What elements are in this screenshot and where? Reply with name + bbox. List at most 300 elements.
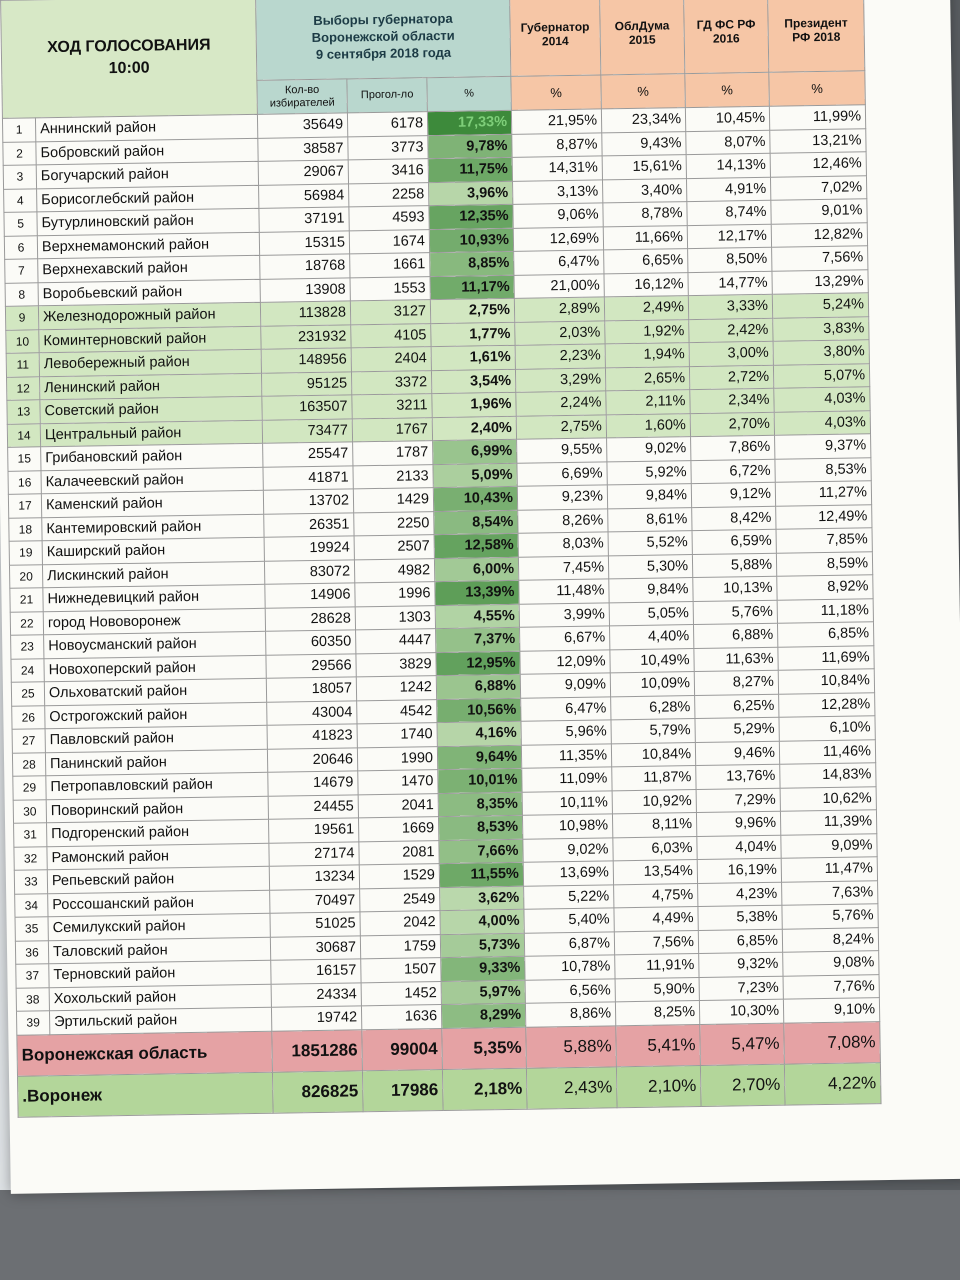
title-line-2: 10:00 [108,59,150,77]
president-2018-cell: 9,09% [781,833,877,858]
voters-cell: 41823 [267,724,357,749]
prev-president-2018-header [768,0,865,72]
president-2018-cell: 8,53% [775,457,871,482]
turnout-cell: 4447 [356,629,436,654]
oblduma-2015-cell: 9,02% [607,437,691,462]
oblduma-2015-cell: 9,84% [607,484,691,509]
voters-column-header: Кол-во избирателей [257,79,348,114]
gd-2016-cell: 9,96% [696,811,780,836]
city-total-p4: 4,22% [784,1062,881,1105]
row-number: 29 [13,776,46,800]
row-number: 11 [6,353,39,377]
president-2018-cell: 8,92% [777,575,873,600]
president-2018-cell: 3,80% [773,340,869,365]
turnout-pct-cell: 10,93% [429,228,513,253]
region-total-pct: 5,35% [442,1027,527,1069]
prev4-line-1: Президент [784,15,848,31]
president-2018-cell: 11,18% [777,598,873,623]
voters-cell: 24455 [268,794,358,819]
row-number: 31 [14,823,47,847]
row-number: 16 [8,470,41,494]
voters-cell: 70497 [270,888,360,913]
district-name: Воробьевский район [38,279,260,306]
prev1-line-2: 2014 [541,33,569,48]
voters-cell: 43004 [267,700,357,725]
oblduma-2015-cell: 10,84% [611,742,695,767]
governor-2014-cell: 14,31% [512,156,602,181]
prev-governor-2014-header [510,0,601,76]
row-number: 36 [15,940,48,964]
prev1-line-1: Губернатор [520,19,590,35]
voters-cell: 20646 [267,747,357,772]
governor-2014-cell: 8,26% [518,508,608,533]
oblduma-2015-cell: 1,92% [605,319,689,344]
turnout-pct-cell: 6,99% [433,439,517,464]
gd-2016-cell: 8,27% [694,670,778,695]
row-number: 6 [4,235,37,259]
voters-cell: 231932 [261,324,351,349]
turnout-pct-cell: 1,77% [431,322,515,347]
district-name: Кантемировский район [42,514,264,541]
president-2018-cell: 13,29% [772,269,868,294]
gd-2016-cell: 9,46% [695,741,779,766]
governor-2014-cell: 5,40% [524,908,614,933]
row-number: 25 [11,682,44,706]
district-name: Таловский район [48,937,270,964]
gd-2016-cell: 7,29% [696,788,780,813]
voters-cell: 163507 [262,395,352,420]
district-name: Подгоренский район [47,819,269,846]
president-2018-cell: 13,21% [770,128,866,153]
turnout-cell: 2041 [358,793,438,818]
election-header [256,0,511,80]
row-number: 34 [15,893,48,917]
voters-cell: 73477 [262,418,352,443]
oblduma-2015-cell: 9,84% [609,578,693,603]
city-total-voters: 826825 [272,1070,363,1112]
president-2018-cell: 9,37% [775,434,871,459]
turnout-cell: 2081 [359,840,439,865]
district-name: Верхнехавский район [38,255,260,282]
row-number: 19 [9,541,42,565]
gd-2016-cell: 6,59% [692,529,776,554]
turnout-pct-cell: 5,97% [441,980,525,1005]
turnout-cell: 3416 [348,159,428,184]
gd-2016-cell: 11,63% [694,647,778,672]
gd-2016-cell: 14,13% [686,153,770,178]
background-bottom [0,1190,960,1280]
president-2018-cell: 7,63% [782,880,878,905]
turnout-pct-cell: 10,43% [433,486,517,511]
turnout-cell: 1669 [358,817,438,842]
gd-2016-cell: 2,70% [690,412,774,437]
row-number: 4 [4,188,37,212]
row-number: 21 [10,588,43,612]
row-number: 20 [9,564,42,588]
region-total-p3: 5,47% [700,1023,785,1065]
president-2018-cell: 8,24% [782,927,878,952]
turnout-pct-cell: 3,62% [440,886,524,911]
oblduma-2015-cell: 5,90% [615,977,699,1002]
oblduma-2015-cell: 11,91% [615,954,699,979]
voters-cell: 30687 [270,935,360,960]
president-2018-cell: 4,03% [774,387,870,412]
president-2018-cell: 10,62% [780,786,876,811]
city-total-pct: 2,18% [442,1068,527,1110]
gd-2016-cell: 10,30% [699,999,783,1024]
row-number: 38 [16,987,49,1011]
turnout-cell: 2549 [360,887,440,912]
governor-2014-cell: 3,99% [519,602,609,627]
row-number: 26 [12,705,45,729]
voters-cell: 18768 [260,254,350,279]
voters-cell: 15315 [259,230,349,255]
turnout-pct-cell: 12,95% [436,651,520,676]
turnout-pct-cell: 10,56% [437,698,521,723]
district-name: Россошанский район [48,890,270,917]
district-name: Каменский район [41,490,263,517]
president-2018-cell: 8,59% [776,551,872,576]
gd-2016-cell: 5,76% [693,600,777,625]
turnout-cell: 1996 [355,582,435,607]
oblduma-2015-cell: 15,61% [602,155,686,180]
oblduma-2015-cell: 8,61% [608,507,692,532]
governor-2014-cell: 2,75% [516,414,606,439]
election-line-1: Выборы губернатора [313,10,453,28]
turnout-pct-cell: 4,00% [440,909,524,934]
turnout-pct-cell: 8,53% [438,815,522,840]
oblduma-2015-cell: 5,92% [607,460,691,485]
governor-2014-cell: 8,86% [525,1002,615,1027]
district-name: Терновский район [49,960,271,987]
gd-2016-cell: 4,04% [697,835,781,860]
turnout-pct-cell: 12,58% [434,533,518,558]
pct-column-header: % [427,76,512,111]
oblduma-2015-cell: 4,49% [614,907,698,932]
region-total-p1: 5,88% [526,1025,617,1067]
turnout-pct-cell: 4,55% [435,604,519,629]
oblduma-2015-cell: 5,52% [608,531,692,556]
turnout-pct-cell: 8,54% [434,510,518,535]
turnout-pct-cell: 12,35% [429,204,513,229]
turnout-cell: 2042 [360,911,440,936]
oblduma-2015-cell: 1,94% [605,343,689,368]
president-2018-cell: 9,10% [783,998,879,1023]
district-name: Новоусманский район [44,631,266,658]
governor-2014-cell: 10,98% [522,814,612,839]
prev3-pct-header: % [685,72,770,107]
voters-cell: 38587 [258,136,348,161]
district-rows [2,105,879,1035]
governor-2014-cell: 2,24% [516,391,606,416]
turnout-cell: 1529 [359,864,439,889]
gd-2016-cell: 14,77% [688,271,772,296]
gd-2016-cell: 4,23% [698,882,782,907]
voters-cell: 28628 [265,606,355,631]
row-number: 33 [14,870,47,894]
turnout-cell: 1740 [357,723,437,748]
turnout-pct-cell: 5,09% [433,463,517,488]
row-number: 28 [12,752,45,776]
voters-cell: 51025 [270,912,360,937]
voters-cell: 25547 [263,442,353,467]
gd-2016-cell: 5,88% [692,553,776,578]
president-2018-cell: 5,07% [773,363,869,388]
governor-2014-cell: 10,11% [522,790,612,815]
district-name: Семилукский район [48,913,270,940]
prev2-pct-header: % [601,74,686,109]
row-number: 13 [7,400,40,424]
turnout-pct-cell: 7,66% [439,839,523,864]
governor-2014-cell: 6,56% [525,978,615,1003]
oblduma-2015-cell: 6,65% [604,249,688,274]
president-2018-cell: 5,24% [772,293,868,318]
district-name: Центральный район [40,420,262,447]
oblduma-2015-cell: 8,11% [612,813,696,838]
row-number: 12 [7,376,40,400]
voters-cell: 14906 [265,583,355,608]
row-number: 35 [15,917,48,941]
turnout-cell: 1990 [357,746,437,771]
district-name: Богучарский район [36,161,258,188]
turnout-cell: 1674 [349,229,429,254]
row-number: 3 [3,165,36,189]
governor-2014-cell: 7,45% [518,555,608,580]
turnout-cell: 1507 [361,958,441,983]
turnout-cell: 2507 [354,535,434,560]
voters-cell: 19742 [271,1006,361,1031]
president-2018-cell: 7,76% [783,974,879,999]
voters-cell: 35649 [257,113,347,138]
president-2018-cell: 11,39% [780,810,876,835]
district-name: город Нововоронеж [43,608,265,635]
city-total-p3: 2,70% [700,1064,785,1106]
oblduma-2015-cell: 2,65% [605,366,689,391]
turnout-cell: 1636 [361,1005,441,1030]
district-name: Левобережный район [39,349,261,376]
prev4-pct-header: % [769,71,866,107]
turnout-pct-cell: 8,29% [441,1003,525,1028]
turnout-cell: 1429 [353,488,433,513]
row-number: 32 [14,846,47,870]
gd-2016-cell: 8,50% [688,247,772,272]
oblduma-2015-cell: 5,05% [609,601,693,626]
president-2018-cell: 4,03% [774,410,870,435]
row-number: 8 [5,282,38,306]
row-number: 14 [7,423,40,447]
turnout-column-header: Прогол-ло [347,78,428,113]
governor-2014-cell: 8,87% [512,132,602,157]
turnout-cell: 1452 [361,981,441,1006]
turnout-pct-cell: 3,96% [429,181,513,206]
gd-2016-cell: 8,07% [686,130,770,155]
row-number: 17 [8,494,41,518]
district-name: Ленинский район [40,373,262,400]
district-name: Бутурлиновский район [37,208,259,235]
president-2018-cell: 7,56% [772,246,868,271]
district-name: Эртильский район [49,1007,271,1034]
gd-2016-cell: 2,34% [690,388,774,413]
district-name: Павловский район [45,725,267,752]
prev3-line-2: 2016 [712,30,740,46]
president-2018-cell: 12,46% [770,152,866,177]
gd-2016-cell: 12,17% [687,224,771,249]
governor-2014-cell: 6,67% [520,626,610,651]
gd-2016-cell: 2,72% [689,365,773,390]
region-total-p2: 5,41% [616,1024,701,1066]
president-2018-cell: 5,76% [782,904,878,929]
governor-2014-cell: 9,02% [523,837,613,862]
district-name: Репьевский район [47,866,269,893]
district-name: Железнодорожный район [38,302,260,329]
turnout-cell: 1242 [356,676,436,701]
president-2018-cell: 11,99% [769,105,865,130]
row-number: 24 [11,658,44,682]
prev3-line-1: ГД ФС РФ [696,16,756,32]
oblduma-2015-cell: 8,78% [603,202,687,227]
voters-cell: 16157 [271,959,361,984]
oblduma-2015-cell: 6,03% [613,836,697,861]
turnout-cell: 2250 [354,511,434,536]
oblduma-2015-cell: 1,60% [606,413,690,438]
governor-2014-cell: 3,29% [515,367,605,392]
oblduma-2015-cell: 10,09% [610,672,694,697]
voters-cell: 19561 [268,818,358,843]
district-name: Аннинский район [35,114,257,141]
region-total-turnout: 99004 [362,1028,443,1070]
turnout-pct-cell: 6,88% [436,674,520,699]
oblduma-2015-cell: 7,56% [614,930,698,955]
governor-2014-cell: 13,69% [523,861,613,886]
city-total-p2: 2,10% [616,1065,701,1107]
governor-2014-cell: 11,48% [519,579,609,604]
turnout-cell: 4982 [354,558,434,583]
gd-2016-cell: 6,72% [691,459,775,484]
oblduma-2015-cell: 16,12% [604,272,688,297]
voters-cell: 13908 [260,277,350,302]
oblduma-2015-cell: 5,79% [611,719,695,744]
governor-2014-cell: 21,00% [514,273,604,298]
turnout-cell: 1787 [353,441,433,466]
voters-cell: 56984 [259,183,349,208]
prev1-pct-header: % [511,75,602,110]
row-number: 18 [9,517,42,541]
governor-2014-cell: 11,35% [521,743,611,768]
oblduma-2015-cell: 6,28% [611,695,695,720]
governor-2014-cell: 5,96% [521,720,611,745]
president-2018-cell: 10,84% [778,669,874,694]
row-number: 5 [4,212,37,236]
governor-2014-cell: 6,87% [524,931,614,956]
district-name: Панинский район [45,749,267,776]
oblduma-2015-cell: 11,87% [612,766,696,791]
district-name: Новохоперский район [44,655,266,682]
turnout-cell: 3211 [352,394,432,419]
district-name: Петропавловский район [46,772,268,799]
prev-oblduma-2015-header [600,0,685,75]
region-total-name: Воронежская область [17,1031,273,1076]
gd-2016-cell: 3,00% [689,341,773,366]
governor-2014-cell: 6,47% [514,250,604,275]
city-total-p1: 2,43% [526,1066,617,1108]
turnout-pct-cell: 11,75% [428,157,512,182]
turnout-cell: 6178 [347,112,427,137]
turnout-cell: 2404 [351,347,431,372]
governor-2014-cell: 12,69% [513,226,603,251]
turnout-pct-cell: 11,55% [439,862,523,887]
row-number: 7 [5,259,38,283]
turnout-pct-cell: 2,75% [430,298,514,323]
row-number: 22 [10,611,43,635]
governor-2014-cell: 11,09% [522,767,612,792]
voters-cell: 27174 [269,841,359,866]
row-number: 2 [3,141,36,165]
turnout-pct-cell: 9,78% [428,134,512,159]
prev4-line-2: РФ 2018 [792,29,841,44]
gd-2016-cell: 8,42% [692,506,776,531]
district-name: Грибановский район [41,443,263,470]
district-name: Рамонский район [47,843,269,870]
row-number: 39 [16,1011,49,1035]
oblduma-2015-cell: 3,40% [602,178,686,203]
president-2018-cell: 11,69% [778,645,874,670]
voters-cell: 60350 [266,630,356,655]
turnout-pct-cell: 9,64% [437,745,521,770]
row-number: 27 [12,729,45,753]
turnout-pct-cell: 5,73% [440,933,524,958]
region-total-p4: 7,08% [784,1021,881,1064]
turnout-pct-cell: 7,37% [436,627,520,652]
gd-2016-cell: 5,38% [698,905,782,930]
governor-2014-cell: 21,95% [511,109,601,134]
voters-cell: 148956 [261,348,351,373]
gd-2016-cell: 6,25% [695,694,779,719]
president-2018-cell: 11,47% [781,857,877,882]
district-name: Ольховатский район [44,678,266,705]
president-2018-cell: 12,49% [776,504,872,529]
turnout-pct-cell: 1,96% [432,392,516,417]
president-2018-cell: 6,85% [777,622,873,647]
governor-2014-cell: 9,23% [517,485,607,510]
row-number: 1 [2,118,35,142]
president-2018-cell: 14,83% [780,763,876,788]
city-total-name: .Воронеж [17,1072,273,1117]
district-name: Бобровский район [36,138,258,165]
district-name: Острогожский район [45,702,267,729]
turnout-pct-cell: 6,00% [434,557,518,582]
district-name: Лискинский район [42,561,264,588]
region-total-voters: 1851286 [272,1029,363,1071]
president-2018-cell: 11,46% [779,739,875,764]
row-number: 30 [13,799,46,823]
turnout-cell: 2258 [349,182,429,207]
voters-cell: 83072 [264,559,354,584]
governor-2014-cell: 12,09% [520,649,610,674]
president-2018-cell: 6,10% [779,716,875,741]
turnout-pct-cell: 4,16% [437,721,521,746]
oblduma-2015-cell: 13,54% [613,860,697,885]
turnout-pct-cell: 11,17% [430,275,514,300]
city-total-turnout: 17986 [362,1069,443,1111]
president-2018-cell: 12,82% [771,222,867,247]
turnout-pct-cell: 3,54% [431,369,515,394]
turnout-pct-cell: 17,33% [427,110,511,135]
district-name: Калачеевский район [41,467,263,494]
turnout-cell: 2133 [353,464,433,489]
president-2018-cell: 7,85% [776,528,872,553]
oblduma-2015-cell: 10,92% [612,789,696,814]
oblduma-2015-cell: 4,75% [614,883,698,908]
